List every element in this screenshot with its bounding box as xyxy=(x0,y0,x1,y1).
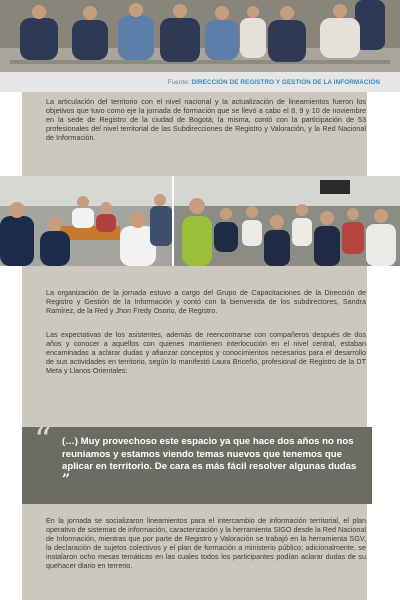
open-quote-icon: “ xyxy=(34,420,52,460)
close-quote-icon: ” xyxy=(62,471,71,488)
photo-source xyxy=(168,79,380,86)
photo-row xyxy=(0,176,400,266)
quote-text xyxy=(62,436,362,488)
quote-body: (…) Muy provechoso este espacio ya que hace dos años no nos reuniamos y estamos viendo temas nuevos que tenemos que aplicar en territorio. De cara es más fácil resolver algunas dudas xyxy=(62,436,357,472)
paragraph-expectations: Las expectativas de los asistentes, además de reencontrarse con compañeros después de dos años y conocer a aquellos con quienes mantienen interlocución en el nivel central, estaban encaminadas a aclarar dudas y afianzar conceptos y conocimientos necesarios para el desarrollo de sus actividades en territorio, según lo manifestó Laura Briceño, profesional de Registro de la DT Meta y Llanos Orientales: xyxy=(46,330,366,375)
group-photo-top xyxy=(0,0,400,72)
source-prefix: Fuente: xyxy=(167,79,190,86)
paragraph-intro: La articulación del territorio con el nivel nacional y la actualización de lineamientos fueron los objetivos que tuvo como eje la jornada de formación que se llevó a cabo el 8, 9 y 10 de noviembre en la sede de Registro de la ciudad de Bogotá; la misma, contó con la participación de 53 profesionales del nivel territorial de las Subdirecciones de Registro y Valoración, y la Red Nacional de Información. xyxy=(46,97,366,142)
paragraph-socialization: En la jornada se socializaron lineamientos para el intercambio de información territorial, el plan operativo de sistemas de información, caracterización y la herramienta SIGO desde la Red Nacional de Información, mientras que por parte de Registro y Valoración se trabajó en la herramienta SGV, la declaración de sujetos colectivos y el plan de formación a ministerio público; adicionalmente, se instalaron ocho mesas temáticas en las cuales todos los participantes podían aclarar dudas de su quehacer diario en terreno. xyxy=(46,516,366,570)
paragraph-organization: La organización de la jornada estuvo a cargo del Grupo de Capacitaciones de la Dirección de Registro y Gestión de la Información y contó con la bienvenida de los subdirectores, Sandra Ramírez, de la Red y Jhon Fredy Osorio, de Registro. xyxy=(46,288,366,315)
training-photo-right xyxy=(174,176,400,266)
training-photo-left xyxy=(0,176,172,266)
source-name: DIRECCIÓN DE REGISTRO Y GESTIÓN DE LA INFORMACIÓN xyxy=(191,79,380,86)
group-photo-illustration xyxy=(0,0,400,72)
